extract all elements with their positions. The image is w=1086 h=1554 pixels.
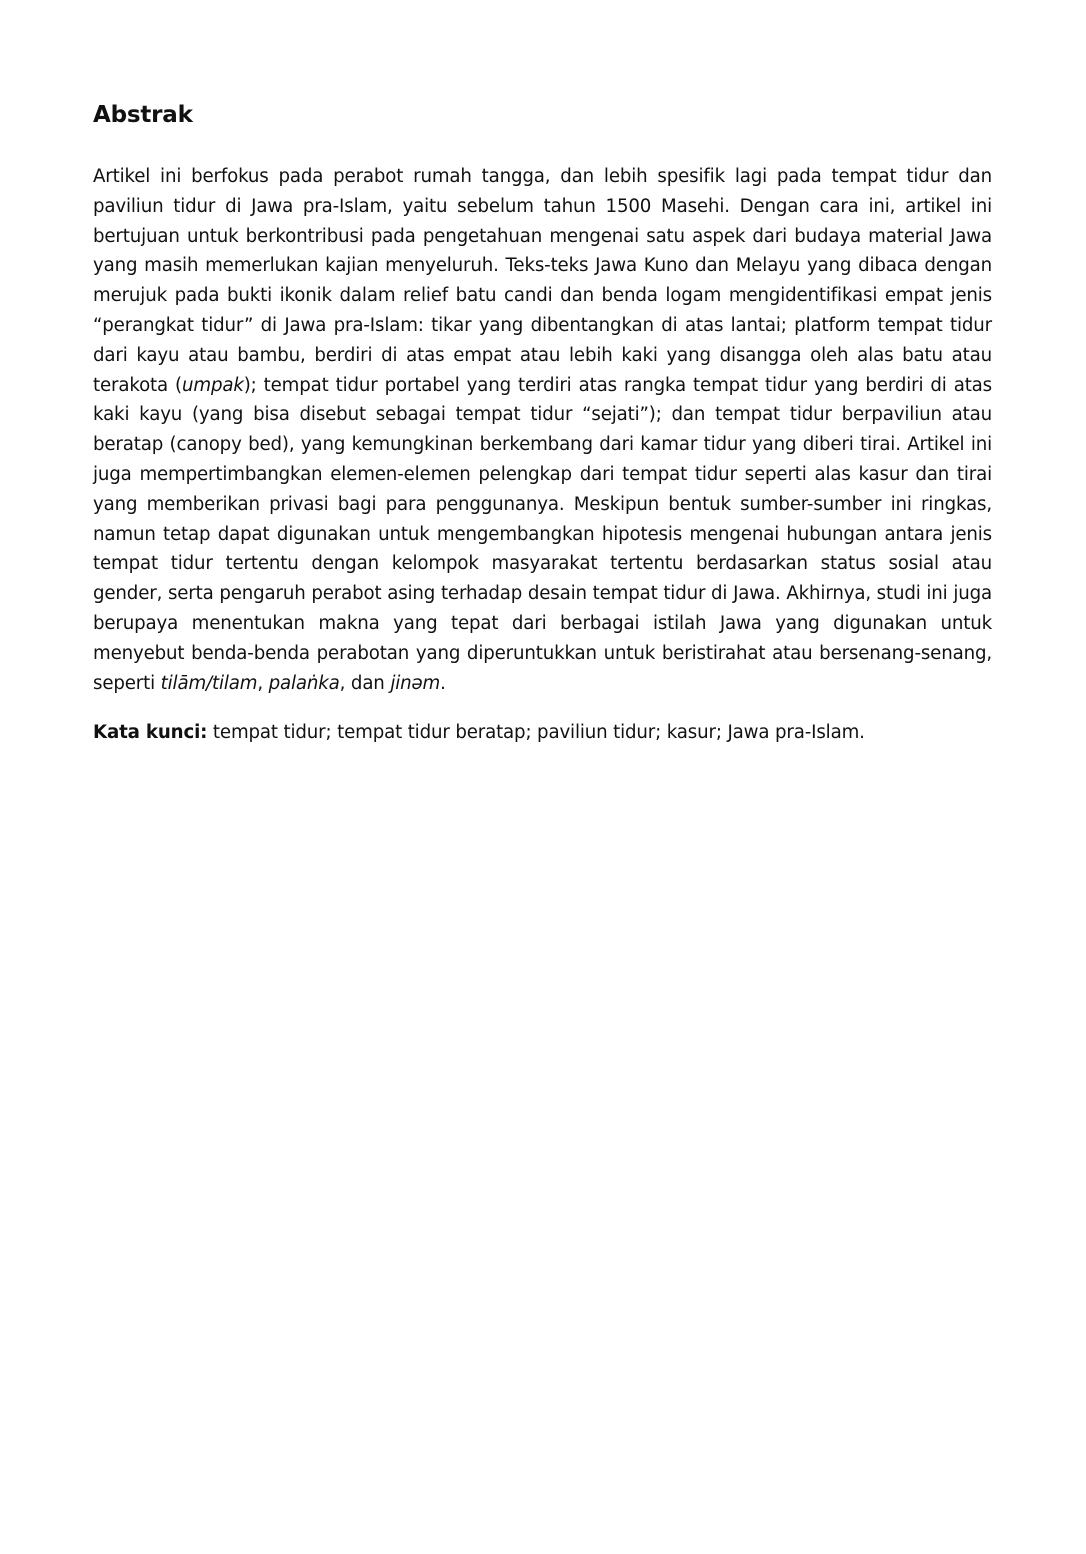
keywords-text: tempat tidur; tempat tidur beratap; paviliun tidur; kasur; Jawa pra-Islam. bbox=[207, 722, 865, 744]
keywords-label: Kata kunci: bbox=[93, 722, 208, 744]
document-page bbox=[93, 98, 992, 748]
term-palanka: palaṅka bbox=[268, 672, 340, 694]
term-jinem: jinəm bbox=[390, 672, 441, 694]
keywords-line bbox=[93, 718, 992, 748]
abstract-separator-1: , bbox=[257, 672, 269, 694]
abstract-end: . bbox=[440, 672, 446, 694]
abstract-heading: Abstrak bbox=[93, 102, 193, 128]
abstract-paragraph bbox=[93, 162, 992, 698]
term-tilam: tilām/tilam bbox=[160, 672, 258, 694]
term-umpak: umpak bbox=[182, 374, 244, 396]
abstract-text-part-2: ); tempat tidur portabel yang terdiri atas rangka tempat tidur yang berdiri di atas kaki kayu (yang bisa disebut sebagai tempat tidur “sejati”); dan tempat tidur berpaviliun atau beratap (canopy bed), yang kemungkinan berkembang dari kamar tidur yang diberi tirai. Artikel ini juga mempertimbangkan elemen-elemen pelengkap dari tempat tidur seperti alas kasur dan tirai yang memberikan privasi bagi para penggunanya. Meskipun bentuk sumber-sumber ini ringkas, namun tetap dapat digunakan untuk mengembangkan hipotesis mengenai hubungan antara jenis tempat tidur tertentu dengan kelompok masyarakat tertentu berdasarkan status sosial atau gender, serta pengaruh perabot asing terhadap desain tempat tidur di Jawa. Akhirnya, studi ini juga berupaya menentukan makna yang tepat dari berbagai istilah Jawa yang digunakan untuk menyebut benda-benda perabotan yang diperuntukkan untuk beristirahat atau bersenang-senang, seperti bbox=[93, 374, 992, 694]
abstract-text-part-1: Artikel ini berfokus pada perabot rumah tangga, dan lebih spesifik lagi pada tempat tidur dan paviliun tidur di Jawa pra-Islam, yaitu sebelum tahun 1500 Masehi. Dengan cara ini, artikel ini bertujuan untuk berkontribusi pada pengetahuan mengenai satu aspek dari budaya material Jawa yang masih memerlukan kajian menyeluruh. Teks-teks Jawa Kuno dan Melayu yang dibaca dengan merujuk pada bukti ikonik dalam relief batu candi dan benda logam mengidentifikasi empat jenis “perangkat tidur” di Jawa pra-Islam: tikar yang dibentangkan di atas lantai; platform tempat tidur dari kayu atau bambu, berdiri di atas empat atau lebih kaki yang disangga oleh alas batu atau terakota ( bbox=[93, 166, 992, 396]
abstract-separator-2: , dan bbox=[339, 672, 391, 694]
